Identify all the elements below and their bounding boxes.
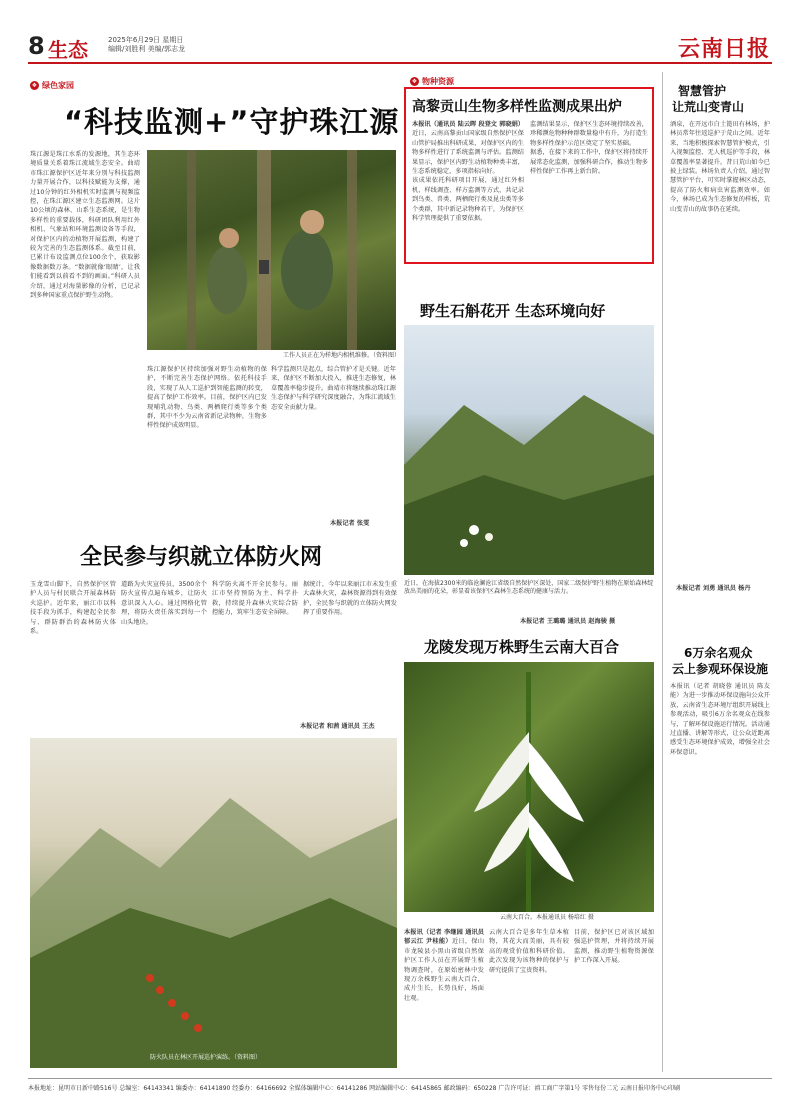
article2-col2 (530, 120, 648, 260)
valley-illustration (404, 325, 654, 575)
date-line: 2025年6月29日 星期日 (108, 36, 184, 44)
right-byline: 本报记者 刘勇 通讯员 杨丹 (676, 585, 751, 592)
article5-col3: 目前，保护区已对该区域加强巡护管理，并将持续开展监测，推动野生植物资源保护工作深入开展。 (574, 929, 654, 965)
article3-photo-caption: 近日，在海拔2300米的临沧澜沧江省级自然保护区深处，国家二级保护野生植物在原始森林绽放出美丽的花朵，彰显着该保护区森林生态系统的健康与活力。 (404, 580, 654, 595)
article4-col3: 科学防火离不开全民参与。丽江市坚持预防为主、科学扑救，持续提升森林火灾综合防控能力，筑牢生态安全屏障。 (212, 581, 298, 617)
section-title: 生态 (48, 38, 88, 62)
column-divider (662, 72, 663, 1072)
firefighters-illustration (30, 738, 397, 1068)
article3-photo (404, 325, 654, 575)
article4-byline: 本报记者 和茜 通讯员 王杰 (300, 723, 375, 730)
article4-photo (30, 738, 397, 1068)
header-rule (28, 62, 772, 64)
right-headline-4: 云上参观环保设施 (672, 662, 769, 676)
editor-line: 编辑/刘胜利 美编/郭志龙 (108, 45, 185, 53)
right-body-2: 本报讯（记者 胡晓蓉 通讯员 陈友能）为进一步推动环保设施向公众开放，云南省生态环境厅组织开展线上参观活动，吸引6万余名观众在线参与，了解环保设施运行情况。活动通过直播、讲解等形式，让公众近距离感受生态环境保护成效，增强全社会环保意识。 (670, 683, 770, 756)
right-body: 酒泉，在开远市白土篦田有林场，护林员常年往返巡护于荒山之间。近年来，当地积极探索智慧管护模式，引入视频监控、无人机巡护等手段，林草覆盖率显著提升，昔日荒山如今已披上绿装。林场负责人介绍，通过智慧管护平台，可实时掌握林区动态，提高了防火和病虫害监测效率。如今，林场已成为生态修复的样板，荒山变青山的故事仍在延续。 (670, 121, 770, 213)
article3-byline: 本报记者 王璐璐 通讯员 赵海骏 摄 (520, 618, 616, 625)
article1-col1: 珠江源是珠江水系的发源地，其生态环境质量关系着珠江流域生态安全。曲靖市珠江源保护区近年来分别与科技监测力量开展合作，以科技赋能为支撑，通过10分钟的红外相机实时监测与视频监控，在珠江源区建立生态监测网。这片10公顷的森林、山系生态系统，是生物多样性的重要载体，科研团队利用红外相机、气象站和环境监测设备等手段，对保护区内的动植物开展监测，构建了较为完善的生态监测体系。截至目前，已累计布设监测点位100余个，获取影像数据数万条。“数据就像‘眼睛’，让我们能看到以前看不到的画面。”科研人员介绍，通过对海量影像的分析，已记录到多种国家重点保护野生动物。 (30, 151, 140, 300)
article1-photo (147, 150, 396, 350)
article5-byline: 本报讯（记者 李继园 通讯员 郁云江 尹桂能） (404, 929, 484, 946)
right-headline-1: 智慧管护 (678, 84, 727, 98)
article5-photo (404, 662, 654, 912)
page-meta (108, 36, 185, 54)
section-tag-green-home (30, 80, 74, 91)
article3-headline: 野生石斛花开 生态环境向好 (420, 302, 606, 320)
article2-col1 (412, 120, 524, 260)
section-tag-species (410, 76, 454, 87)
article5-headline: 龙陵发现万株野生云南大百合 (424, 638, 620, 656)
article2-byline: 本报讯（通讯员 陆云晖 段登文 郭晓娟） (412, 121, 524, 128)
right-headline-3: 6万余名观众 (684, 646, 753, 660)
paper-logo: 云南日报 (677, 36, 770, 62)
article4-col2: 道路为火灾宣传员，3500余个防火宣传点遍布城乡，让防火意识深入人心。通过网格化管理，将防火责任落实到每一个山头地块。 (121, 581, 207, 626)
tag-label: 物种资源 (422, 77, 454, 86)
article1-col2: 珠江源保护区持续加强对野生动植物的保护，不断完善生态保护网络。依托科技手段，实现了从人工巡护到智能监测的转变，提高了保护工作效率。目前，保护区内已发现哺乳动物、鸟类、两栖爬行类等多个类群，其中不少为云南省新记录物种，生物多样性保护成效明显。 (147, 366, 267, 430)
page-number: 8 (28, 32, 45, 60)
article1-col3: 科学监测只是起点，综合管护才是关键。近年来，保护区不断加大投入，推进生态修复，林草覆盖率稳步提升。曲靖市将继续推动珠江源生态保护与科学研究深度融合，为珠江流域生态安全贡献力量。 (271, 366, 396, 411)
leaf-icon: ❖ (31, 82, 38, 89)
article1-photo-caption: 工作人员正在为样地内相机维修。（资料图） (282, 352, 400, 359)
article2-body2: 该成果依托科研项目开展，通过红外相机、样线调查、样方监测等方式，共记录到鸟类、兽类、两栖爬行类及昆虫类等多个类群，其中新记录物种若干，为保护区科学管理提供了重要依据。 (412, 177, 524, 223)
right-headline-2: 让荒山变青山 (672, 100, 745, 114)
article4-col1: 玉龙雪山脚下，自然保护区管护人员与村民联合开展森林防火巡护。近年来，丽江市以科技手段为抓手，构建起全民参与、群防群治的森林防火体系。 (30, 581, 116, 636)
article4-col4: 据统计，今年以来丽江市未发生重大森林火灾，森林资源得到有效保护，全民参与织就的立体防火网发挥了重要作用。 (303, 581, 397, 617)
article5-col2: 云南大百合是多年生草本植物，其花大而美丽，具有较高的观赏价值和科研价值。此次发现为该物种的保护与研究提供了宝贵资料。 (489, 929, 569, 974)
article5-photo-caption: 云南大百合。本报通讯员 杨培红 摄 (500, 914, 594, 921)
article2-body3: 监测结果显示，保护区生态环境持续改善，珍稀濒危物种种群数量稳中有升，为打造生物多样性保护示范区奠定了坚实基础。 (530, 121, 648, 147)
article5-body1: 近日，保山市龙陵县小黑山省级自然保护区工作人员在开展野生植物调查时，在原始密林中发现万余株野生云南大百合，成片生长，长势良好，场面壮观。 (404, 938, 484, 1002)
leaf-icon: ❖ (411, 78, 418, 85)
forest-illustration (147, 150, 396, 350)
article2-body1: 近日，云南高黎贡山国家级自然保护区保山管护局推出科研成果，对保护区内的生物多样性进行了系统监测与评估。监测结果显示，保护区内野生动植物种类丰富，生态系统稳定，多项指标向好。 (412, 130, 524, 176)
footer: 本报地址：昆明市日新中路516号 总编室：64143341 编委办：64141890 经委办：64166692 全媒体编辑中心：64141286 网站编辑中心：64145865 邮政编码：650228 广告许可证：滇工商广字第1号 零售每份二元 云南日报印务中心印刷 (28, 1078, 772, 1092)
masthead (0, 0, 800, 62)
article5-col1 (404, 928, 484, 1076)
lily-illustration (404, 662, 654, 912)
article2-body4: 据悉，在接下来的工作中，保护区将持续开展常态化监测，加强科研合作，推动生物多样性保护工作再上新台阶。 (530, 149, 648, 176)
article1-byline: 本报记者 张雯 (330, 520, 370, 527)
tag-label: 绿色家园 (42, 81, 74, 90)
article4-headline: 全民参与织就立体防火网 (80, 545, 323, 570)
article2-headline: 高黎贡山生物多样性监测成果出炉 (412, 99, 622, 115)
article4-photo-caption: 防火队员在林区开展巡护演练。（资料图） (150, 1054, 262, 1061)
article1-headline: “科技监测+”守护珠江源 (64, 105, 400, 139)
